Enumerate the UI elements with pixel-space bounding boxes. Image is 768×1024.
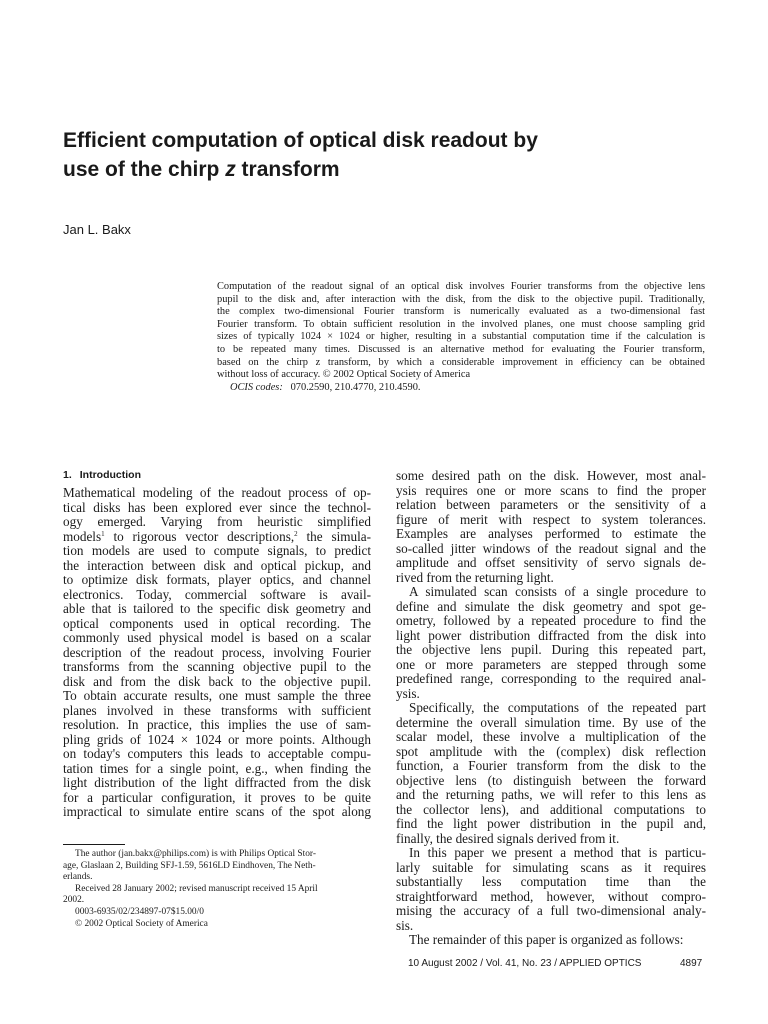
title-line-2-suffix: transform [235, 158, 340, 181]
abstract-line: without loss of accuracy. © 2002 Optical Society of America [217, 369, 471, 381]
body-line: ogy emerged. Varying from heuristic simplified [63, 514, 371, 529]
body-line: objective lens (to distinguish between the forward [396, 772, 706, 788]
title-italic-z: z [225, 158, 236, 181]
body-line: mising the accuracy of a full two-dimensional analy- [396, 903, 706, 918]
footnote-line: Received 28 January 2002; revised manuscript received 15 April [75, 883, 318, 894]
abstract-line: based on the chirp z transform, by which a considerable improvement in efficiency can be obtained [217, 356, 705, 368]
footnote [63, 849, 373, 930]
citation-2: 2 [294, 529, 298, 538]
body-line: rived from the returning light. [396, 569, 554, 585]
body-line: finally, the desired signals derived from it. [396, 830, 620, 846]
body-line: some desired path on the disk. However, most anal- [396, 468, 706, 483]
body-line: The remainder of this paper is organized as follows: [409, 932, 684, 947]
body-line: the objective lens pupil. During this repeated part, [396, 642, 706, 657]
ocis-label: OCIS codes: [230, 381, 283, 393]
body-line: relation between parameters or the sensitivity of a [396, 497, 706, 512]
body-line: disk and from the disk back to the objective pupil. [63, 673, 371, 689]
body-line: planes involved in these transforms with sufficient [63, 702, 371, 718]
body-line: scalar model, these involve a multiplication of the [396, 729, 706, 744]
section-number: 1. [63, 469, 72, 481]
body-line: the interaction between disk and optical pickup, and [63, 557, 371, 573]
body-line: tation times for a single point, e.g., when finding the [63, 760, 371, 776]
page-number: 4897 [680, 958, 703, 969]
body-line: Mathematical modeling of the readout process of op- [63, 485, 371, 500]
body-line: straightforward method, however, without compro- [396, 888, 706, 904]
body-line: tion models are used to compute signals, to predict [63, 543, 371, 558]
body-line: determine the overall simulation time. By use of the [396, 714, 706, 730]
body-text-fragment: to rigorous vector descriptions, [104, 528, 295, 544]
body-line: find the light power distribution in the pupil and, [396, 816, 706, 831]
ocis-values: 070.2590, 210.4770, 210.4590. [290, 381, 421, 393]
body-line: ysis requires one or more scans to find the proper [396, 482, 706, 498]
ocis-codes [217, 382, 705, 395]
body-line: larly suitable for simulating scans as it requires [396, 859, 706, 875]
title-line-2 [63, 155, 703, 184]
journal-footer: 10 August 2002 / Vol. 41, No. 23 / APPLIED OPTICS [408, 958, 642, 969]
body-line: sis. [396, 917, 414, 933]
body-line: Examples are analyses performed to estimate the [396, 526, 706, 541]
paper-title [63, 126, 703, 184]
body-line: description of the readout process, involving Fourier [63, 644, 371, 660]
right-column [396, 469, 706, 948]
body-line: In this paper we present a method that is particu- [409, 845, 706, 860]
abstract-line: Fourier transform. To obtain sufficient resolution in the involved planes, one must choose sampling grid [217, 318, 705, 330]
body-line: To obtain accurate results, one must sample the three [63, 688, 371, 703]
body-line: figure of merit with respect to system tolerances. [396, 511, 706, 527]
body-line: on today's computers this leads to acceptable compu- [63, 746, 371, 761]
body-text-fragment: the simula- [297, 528, 372, 544]
body-line: so-called jitter windows of the readout signal and the [396, 540, 706, 556]
citation-1: 1 [101, 529, 105, 538]
author-name: Jan L. Bakx [63, 222, 131, 237]
body-line: for a particular configuration, it proves to be quite [63, 789, 371, 805]
body-line: Specifically, the computations of the repeated part [409, 700, 706, 715]
abstract-line: sizes of typically 1024 × 1024 or higher, resulting in a substantial computation time if the calculation is [217, 331, 705, 343]
body-line: resolution. In practice, this implies the use of sam- [63, 717, 371, 732]
body-line: and the returning paths, we will refer to this lens as [396, 787, 706, 802]
footnote-line: 2002. [63, 895, 85, 906]
body-line: light distribution of the light diffracted from the disk [63, 775, 371, 790]
footnote-line: age, Glaslaan 2, Building SFJ-1.59, 5616LD Eindhoven, The Neth- [63, 860, 316, 871]
title-line-1: Efficient computation of optical disk readout by [63, 129, 538, 152]
title-line-2-prefix: use of the chirp [63, 158, 226, 181]
body-line: predefined range, corresponding to the required anal- [396, 671, 706, 686]
body-line: function, a Fourier transform from the disk to the [396, 758, 706, 773]
body-line: electronics. Today, commercial software is avail- [63, 586, 371, 602]
body-line: tical disks has been explored ever since the technol- [63, 499, 371, 515]
body-line: impractical to simulate entire scans of the spot along [63, 804, 371, 819]
footnote-line: 0003-6935/02/234897-07$15.00/0 [75, 906, 204, 917]
body-line: amplitude and offset sensitivity of servo signals de- [396, 555, 706, 570]
body-line: A simulated scan consists of a single procedure to [409, 584, 706, 599]
footnote-divider [63, 844, 125, 845]
body-line: able that is tailored to the specific disk geometry and [63, 601, 371, 616]
body-line: light power distribution diffracted from the disk into [396, 627, 706, 643]
body-line: ysis. [396, 685, 420, 701]
body-line: substantially less computation time than the [396, 874, 706, 889]
section-title: Introduction [79, 469, 142, 481]
body-line: one or more parameters are stepped through some [396, 656, 706, 672]
body-line: pling grids of 1024 × 1024 or more points. Although [63, 731, 371, 747]
abstract-line: to be repeated many times. Discussed is an alternative method for evaluating the Fourier transform, [217, 343, 705, 355]
body-line: the collector lens), and additional computations to [396, 801, 706, 817]
abstract-line: Computation of the readout signal of an optical disk involves Fourier transforms from the objective lens [217, 281, 705, 292]
body-text-fragment: models [63, 528, 102, 544]
body-line: spot amplitude with the (complex) disk reflection [396, 743, 706, 759]
footnote-line: © 2002 Optical Society of America [75, 918, 208, 929]
body-line-with-citations [63, 530, 371, 545]
footnote-line: erlands. [63, 872, 93, 883]
abstract-line: pupil to the disk and, after interaction with the disk, from the disk to the objective pupil. Traditionally, [217, 293, 705, 305]
body-line: transforms from the scanning objective pupil to the [63, 659, 371, 674]
body-line: to optimize disk formats, player optics, and channel [63, 572, 371, 587]
left-column [63, 469, 371, 820]
section-heading [63, 469, 371, 481]
abstract [217, 281, 705, 394]
body-line: optical components used in optical recording. The [63, 615, 371, 631]
footnote-line: The author (jan.bakx@philips.com) is with Philips Optical Stor- [75, 849, 316, 859]
body-line: commonly used physical model is based on a scalar [63, 630, 371, 645]
body-line: define and simulate the disk geometry and spot ge- [396, 598, 706, 614]
abstract-line: the complex two-dimensional Fourier transform is numerically evaluated as a two-dimensional fast [217, 306, 705, 318]
body-line: ometry, followed by a repeated procedure to find the [396, 613, 706, 628]
